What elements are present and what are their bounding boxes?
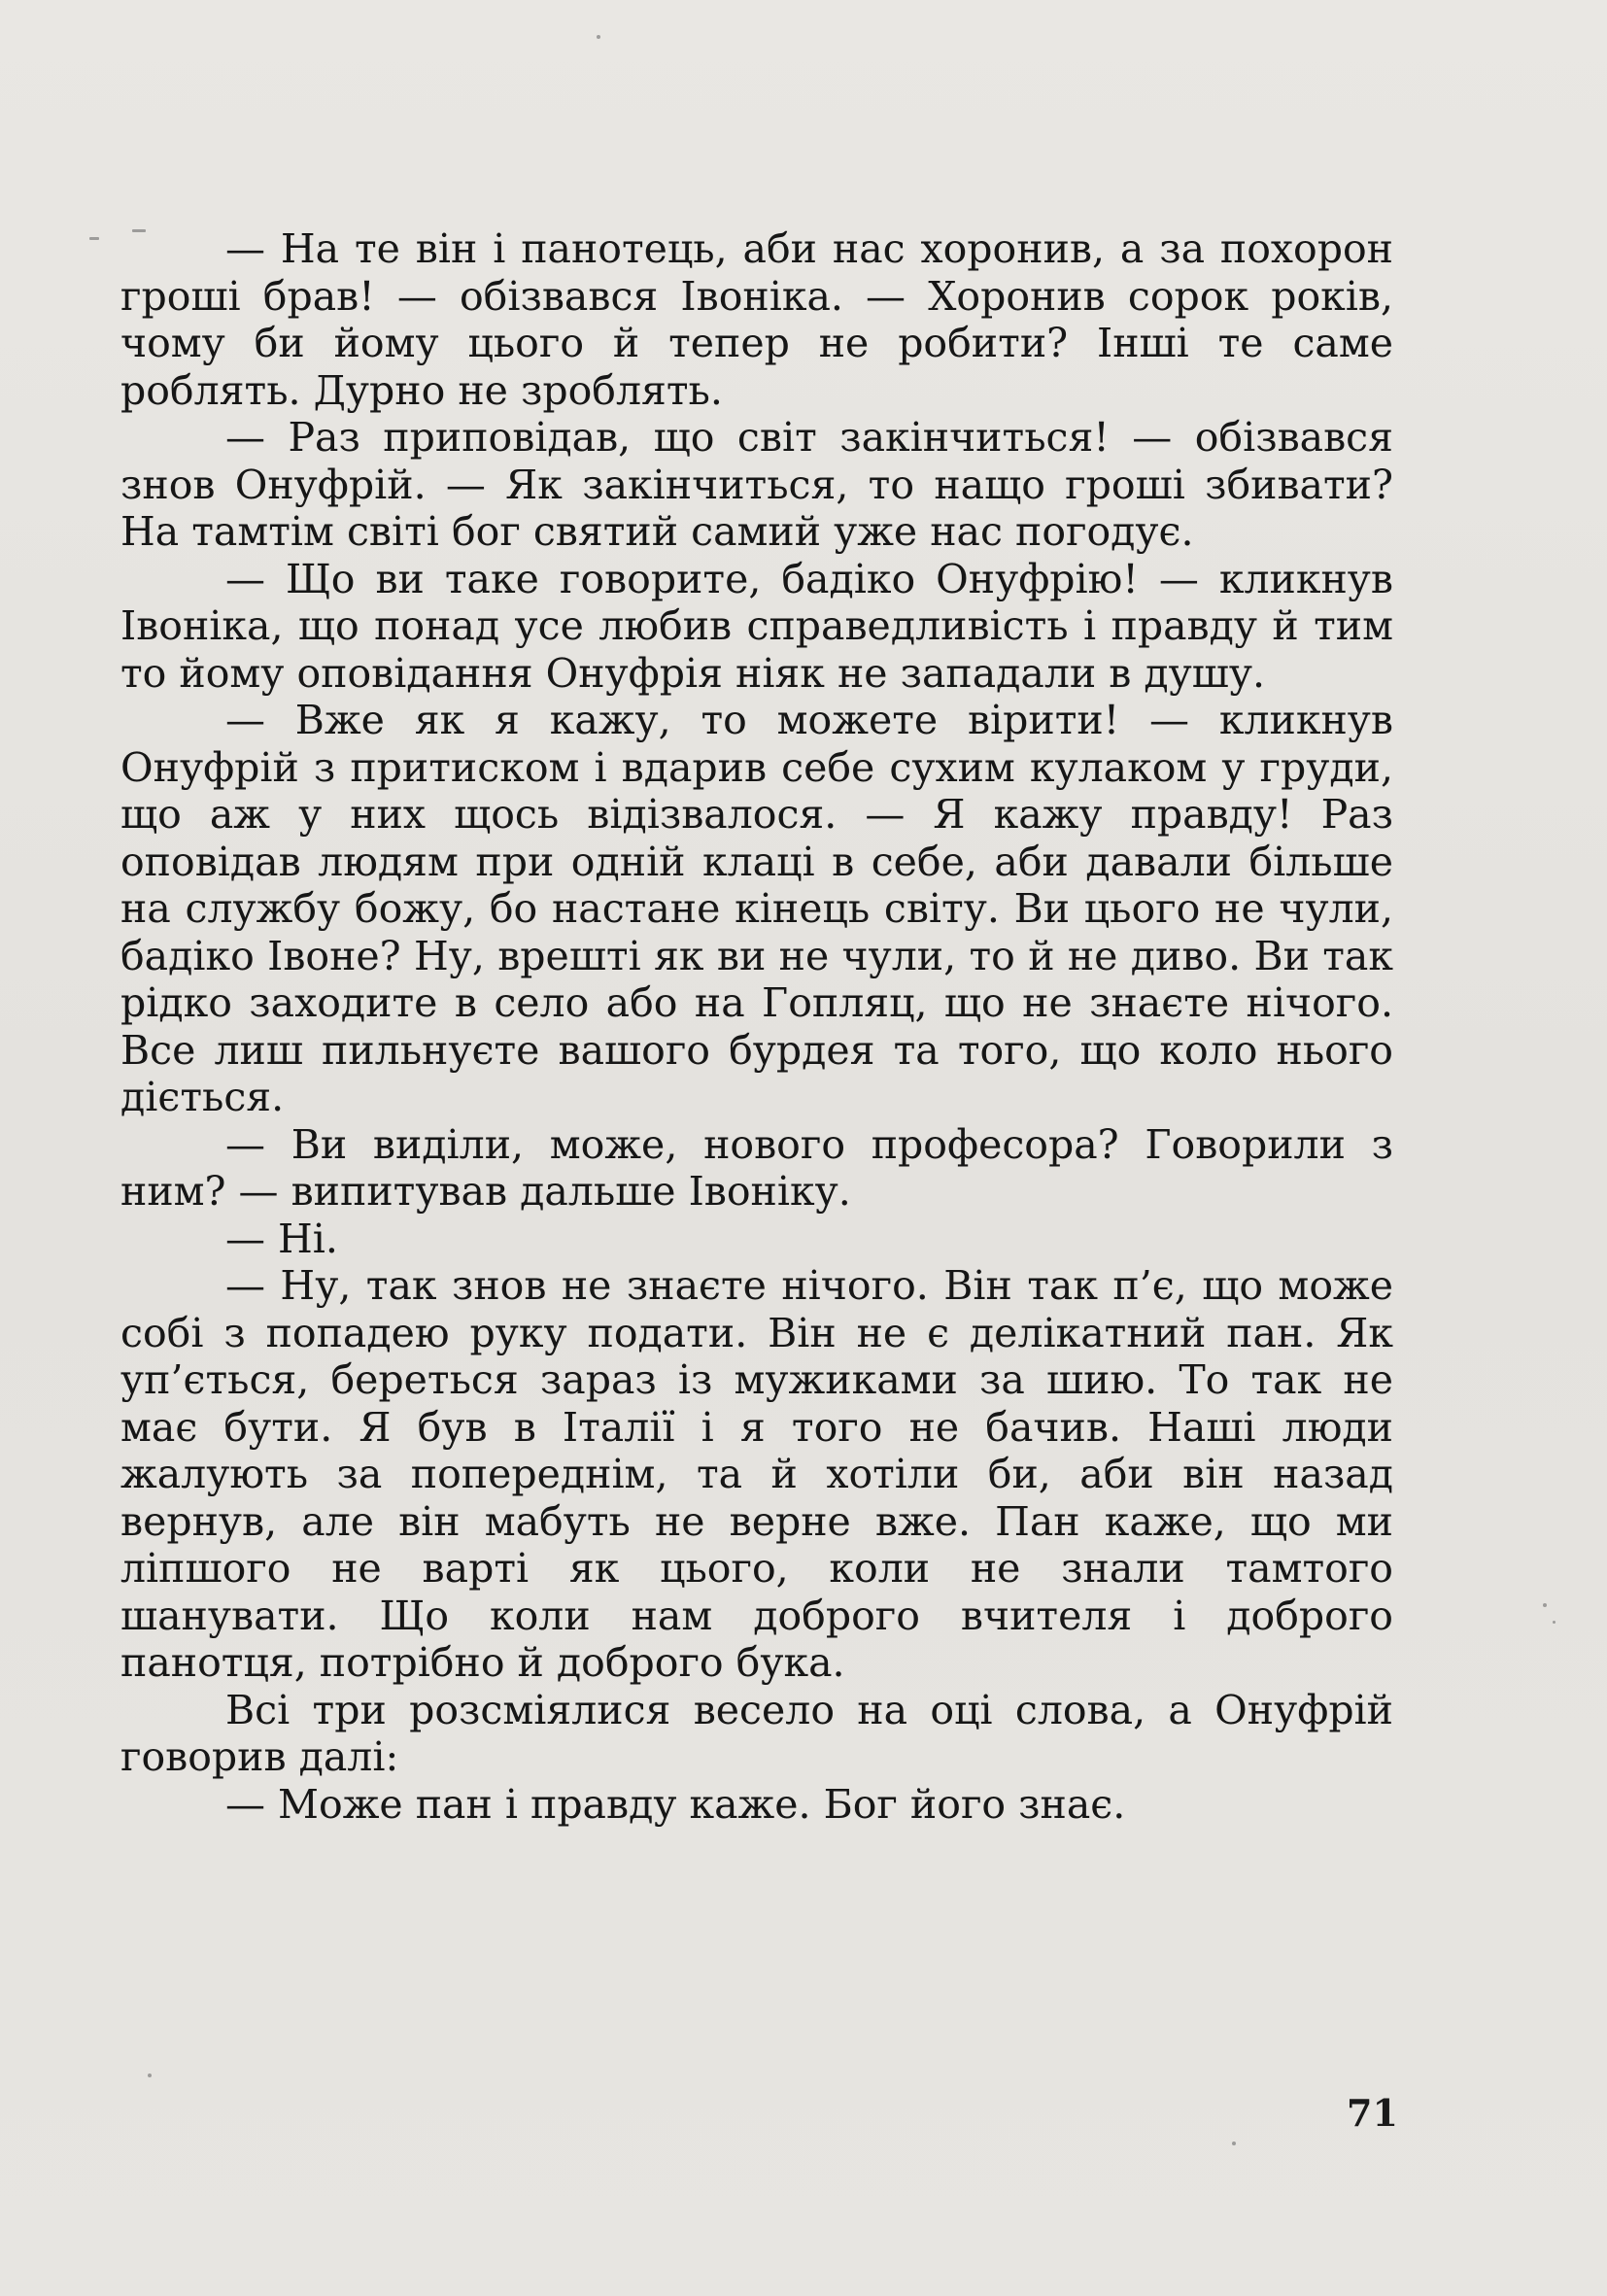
paper-speck	[1553, 1621, 1556, 1624]
paper-speck	[89, 237, 99, 240]
body-text	[120, 225, 1393, 1828]
paper-speck	[1232, 2142, 1236, 2145]
paper-speck	[1543, 1603, 1547, 1607]
paper-speck	[597, 35, 600, 39]
paper-speck	[148, 2073, 152, 2077]
page-number: 71	[1347, 2091, 1398, 2135]
paragraph-2: — Раз приповідав, що світ закінчиться! — обізвався знов Онуфрій. — Як закінчиться, то нащо гроші збивати? На тамтім світі бог святий самий уже нас погодує.	[120, 414, 1393, 555]
paragraph-7: — Ну, так знов не знаєте нічого. Він так п’є, що може собі з попадею руку подати. Він не є делікатний пан. Як уп’ється, береться зараз із мужиками за шию. То так не має бути. Я був в Італії і я того не бачив. Наші люди жалують за попереднім, та й хотіли би, аби він назад вернув, але він мабуть не верне вже. Пан каже, що ми ліпшого не варті як цього, коли не знали тамтого шанувати. Що коли нам доброго вчителя і доброго панотця, потрібно й доброго бука.	[120, 1262, 1393, 1686]
paragraph-1: — На те він і панотець, аби нас хоронив, а за похорон гроші брав! — обізвався Івоніка. — Хоронив сорок років, чому би йому цього й тепер не робити? Інші те саме роблять. Дурно не зроблять.	[120, 225, 1393, 414]
paper-speck	[132, 229, 146, 232]
paragraph-9: — Може пан і правду каже. Бог його знає.	[225, 1780, 1126, 1828]
paragraph-4: — Вже як я кажу, то можете вірити! — кликнув Онуфрій з притиском і вдарив себе сухим кулаком у груди, що аж у них щось відізвалося. — Я кажу правду! Раз оповідав людям при одній клаці в себе, аби давали більше на службу божу, бо настане кінець світу. Ви цього не чули, бадіко Івоне? Ну, врешті як ви не чули, то й не диво. Ви так рідко заходите в село або на Гопляц, що не знаєте нічого. Все лиш пильнуєте вашого бурдея та того, що коло нього діється.	[120, 697, 1393, 1120]
paragraph-3: — Що ви таке говорите, бадіко Онуфрію! — кликнув Івоніка, що понад усе любив справедливість і правду й тим то йому оповідання Онуфрія ніяк не западали в душу.	[120, 555, 1393, 697]
paragraph-5: — Ви виділи, може, нового професора? Говорили з ним? — випитував дальше Івоніку.	[120, 1120, 1393, 1215]
paragraph-6: — Ні.	[225, 1215, 338, 1262]
paragraph-8: Всі три розсміялися весело на оці слова, а Онуфрій говорив далі:	[120, 1686, 1393, 1780]
